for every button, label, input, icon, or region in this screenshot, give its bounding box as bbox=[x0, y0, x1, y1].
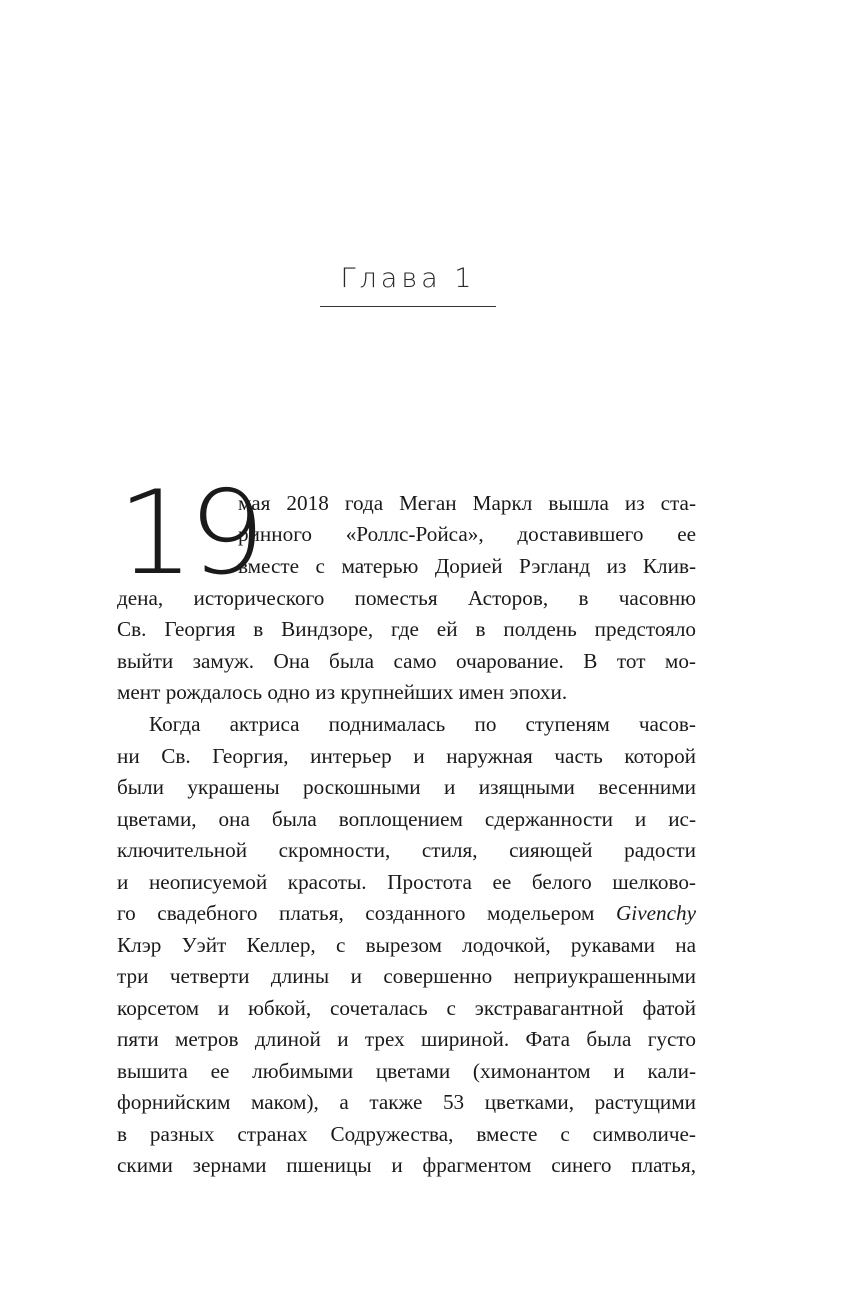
chapter-title: Глава 1 bbox=[340, 263, 476, 294]
brand-name: Givenchy bbox=[616, 901, 696, 925]
text-line: форнийским маком), а также 53 цветками, растущими bbox=[117, 1090, 696, 1114]
text-line: пяти метров длиной и трех шириной. Фата была густо bbox=[117, 1027, 696, 1051]
text-line: корсетом и юбкой, сочеталась с экстравагантной фатой bbox=[117, 996, 696, 1020]
text-line: в разных странах Содружества, вместе с символиче- bbox=[117, 1122, 696, 1146]
text-line: и неописуемой красоты. Простота ее белого шелково- bbox=[117, 870, 696, 894]
text-line: Когда актриса поднималась по ступеням часов- bbox=[149, 712, 696, 736]
text-line: три четверти длины и совершенно неприукрашенными bbox=[117, 964, 696, 988]
text-line: ринного «Роллс-Ройса», доставившего ее bbox=[238, 522, 696, 546]
chapter-heading bbox=[320, 262, 496, 296]
drop-cap: 19 bbox=[117, 466, 260, 601]
text-line: ключительной скромности, стиля, сияющей радости bbox=[117, 838, 696, 862]
text-line: Св. Георгия в Виндзоре, где ей в полдень предстояло bbox=[117, 617, 696, 641]
text-line: дена, исторического поместья Асторов, в часовню bbox=[117, 586, 696, 610]
text-line: цветами, она была воплощением сдержанности и ис- bbox=[117, 807, 696, 831]
text-line: скими зернами пшеницы и фрагментом синего платья, bbox=[117, 1153, 696, 1177]
text-line: вместе с матерью Дорией Рэгланд из Клив- bbox=[238, 554, 696, 578]
text-line bbox=[117, 900, 696, 926]
chapter-title-underline bbox=[320, 306, 496, 307]
text-line: мая 2018 года Меган Маркл вышла из ста- bbox=[238, 491, 696, 515]
text-line: ни Св. Георгия, интерьер и наружная часть которой bbox=[117, 744, 696, 768]
text-line: вышита ее любимыми цветами (химонантом и кали- bbox=[117, 1059, 696, 1083]
text-line: были украшены роскошными и изящными весенними bbox=[117, 775, 696, 799]
text-line: Клэр Уэйт Келлер, с вырезом лодочкой, рукавами на bbox=[117, 933, 696, 957]
text-line-part: го свадебного платья, созданного модельером bbox=[117, 901, 595, 925]
text-line: выйти замуж. Она была само очарование. В тот мо- bbox=[117, 649, 696, 673]
text-line: мент рождалось одно из крупнейших имен эпохи. bbox=[117, 680, 568, 704]
